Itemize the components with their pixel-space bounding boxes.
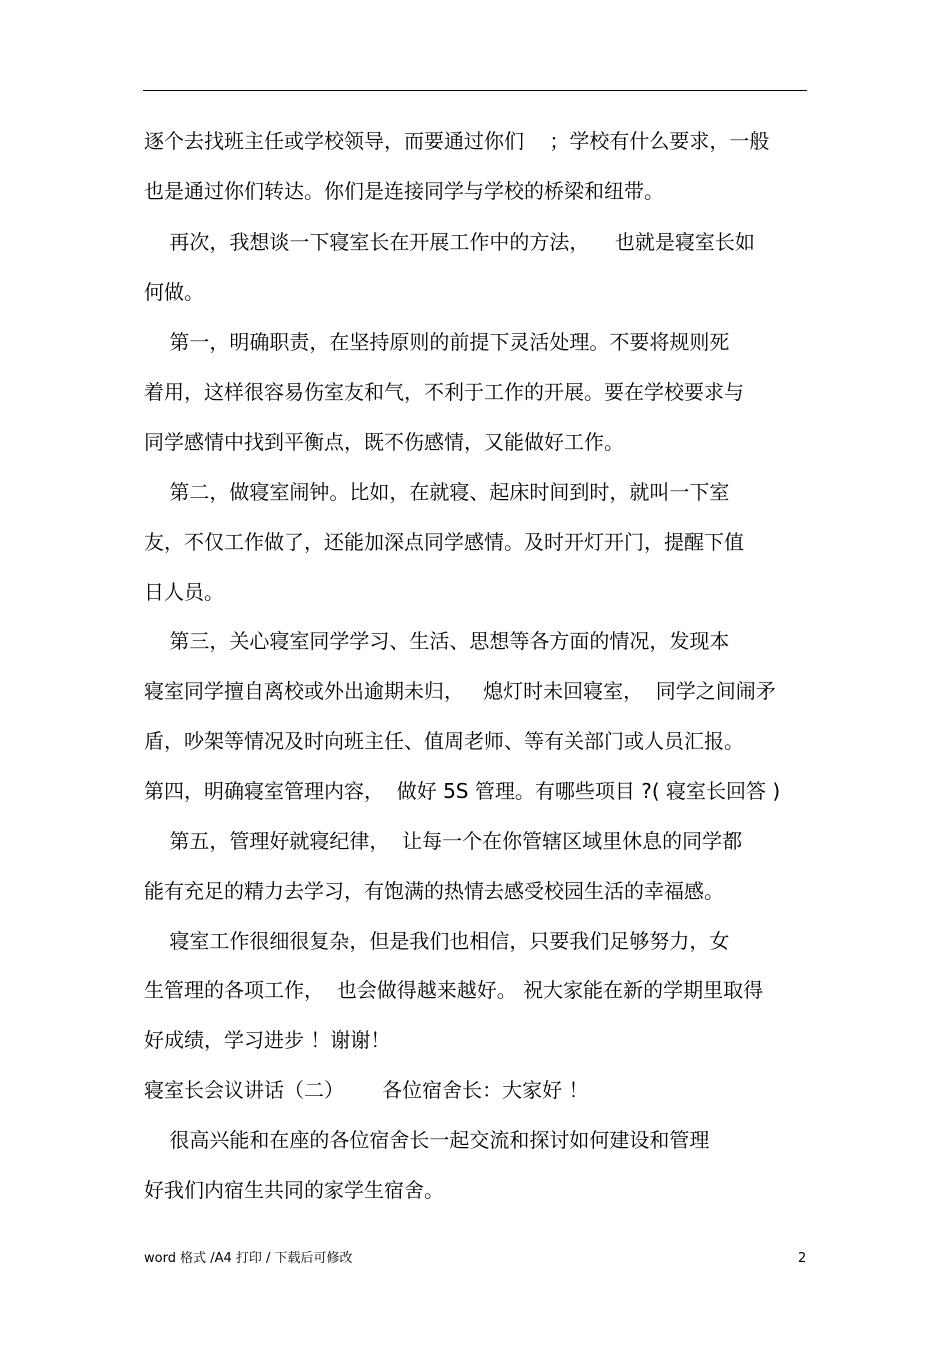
text-line-10: 日人员。: [144, 580, 224, 604]
text-line-2: 也是通过你们转达。你们是连接同学与学校的桥梁和纽带。: [144, 179, 664, 203]
text-line-1: 逐个去找班主任或学校领导，而要通过你们 ；学校有什么要求，一般: [144, 129, 770, 153]
text-line-19: 好成绩，学习进步 ！谢谢！: [144, 1028, 391, 1052]
text-line-9: 友，不仅工作做了，还能加深点同学感情。及时开灯开门，提醒下值: [144, 530, 744, 554]
text-line-14: 第四，明确寝室管理内容， 做好 5S 管理。有哪些项目 ?( 寝室长回答 ): [144, 779, 781, 803]
text-line-5: 第一，明确职责，在坚持原则的前提下灵活处理。不要将规则死: [144, 330, 730, 354]
text-line-13: 盾，吵架等情况及时向班主任、值周老师、等有关部门或人员汇报。: [144, 729, 744, 753]
text-line-3: 再次，我想谈一下寝室长在开展工作中的方法， 也就是寝室长如: [144, 230, 755, 254]
text-line-22: 好我们内宿生共同的家学生宿舍。: [144, 1178, 444, 1202]
text-line-6: 着用，这样很容易伤室友和气，不利于工作的开展。要在学校要求与: [144, 380, 744, 404]
text-line-17: 寝室工作很细很复杂，但是我们也相信，只要我们足够努力，女: [144, 929, 730, 953]
text-line-8: 第二，做寝室闹钟。比如，在就寝、起床时间到时，就叫一下室: [144, 480, 730, 504]
text-line-21: 很高兴能和在座的各位宿舍长一起交流和探讨如何建设和管理: [144, 1128, 710, 1152]
section-heading: 寝室长会议讲话（二） 各位宿舍长：大家好 ！: [144, 1078, 589, 1102]
text-line-15: 第五，管理好就寝纪律， 让每一个在你管辖区域里休息的同学都: [144, 829, 743, 853]
text-line-11: 第三，关心寝室同学学习、生活、思想等各方面的情况，发现本: [144, 629, 730, 653]
text-line-18: 生管理的各项工作， 也会做得越来越好。 祝大家能在新的学期里取得: [144, 978, 764, 1002]
footer-note: word 格式 /A4 打印 / 下载后可修改: [144, 1251, 353, 1266]
page-number: 2: [798, 1251, 807, 1266]
text-line-16: 能有充足的精力去学习，有饱满的热情去感受校园生活的幸福感。: [144, 879, 724, 903]
text-line-7: 同学感情中找到平衡点，既不伤感情，又能做好工作。: [144, 430, 624, 454]
text-line-12: 寝室同学擅自离校或外出逾期未归， 熄灯时未回寝室， 同学之间闹矛: [144, 679, 776, 703]
text-line-4: 何做。: [144, 280, 204, 304]
header-rule: [143, 90, 807, 91]
